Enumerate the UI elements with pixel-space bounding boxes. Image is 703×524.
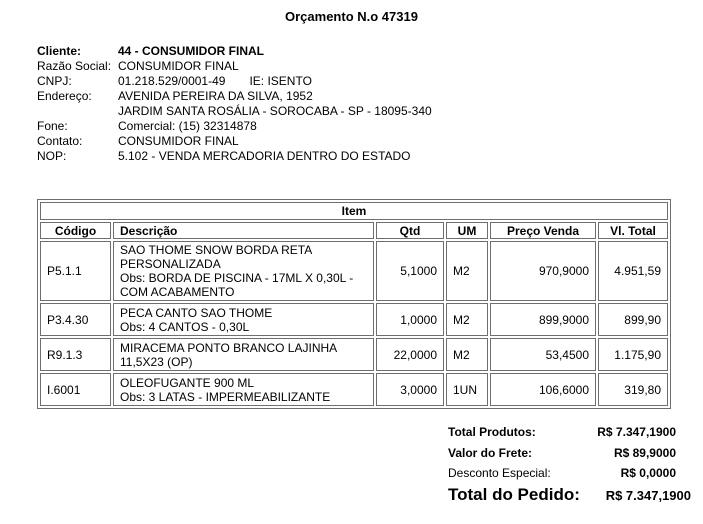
desc-line: 11,5X23 (OP) [120,354,193,369]
cell-um: 1UN [446,373,488,406]
endereco-value-line2: JARDIM SANTA ROSÁLIA - SOROCABA - SP - 18095-340 [118,104,432,118]
nop-label: NOP: [37,149,67,163]
cell-descricao [113,338,374,371]
cell-codigo: I.6001 [40,373,111,406]
col-header-um: UM [446,222,488,239]
table-group-header-row [40,202,668,220]
col-header-descricao: Descrição [113,222,374,239]
cell-codigo: R9.1.3 [40,338,111,371]
total-produtos-label: Total Produtos: [448,425,536,439]
desc-line: Obs: 3 LATAS - IMPERMEABILIZANTE [120,389,331,404]
razao-social-value: CONSUMIDOR FINAL [118,59,239,73]
info-row-nop [37,149,432,164]
desc-line: PECA CANTO SAO THOME [120,305,273,320]
nop-value: 5.102 - VENDA MERCADORIA DENTRO DO ESTADO [118,149,411,163]
group-header-item: Item [40,202,668,220]
valor-frete-label: Valor do Frete: [448,446,533,460]
cell-qtd: 3,0000 [376,373,444,406]
items-table [37,199,671,409]
cell-codigo: P5.1.1 [40,241,111,301]
cnpj-value: 01.218.529/0001-49 [118,74,226,88]
desc-line: OLEOFUGANTE 900 ML [120,375,255,390]
endereco-value-line1: AVENIDA PEREIRA DA SILVA, 1952 [118,89,313,103]
cliente-label: Cliente: [37,44,82,58]
col-header-preco-venda: Preço Venda [490,222,596,239]
total-pedido-label: Total do Pedido: [448,485,580,504]
total-produtos-value: R$ 7.347,1900 [597,425,676,439]
col-header-vl-total: Vl. Total [598,222,668,239]
cell-preco-venda: 53,4500 [490,338,596,371]
desconto-especial-value: R$ 0,0000 [620,466,676,480]
total-pedido-value: R$ 7.347,1900 [605,488,691,503]
item-row-3 [40,338,668,371]
cell-descricao [113,303,374,336]
valor-frete-row [448,445,676,461]
desc-line: SAO THOME SNOW BORDA RETA [120,243,313,257]
info-row-endereco-2 [37,104,432,119]
total-pedido-row [448,484,691,505]
cell-qtd: 5,1000 [376,241,444,301]
cliente-value: 44 - CONSUMIDOR FINAL [118,44,265,58]
info-row-cliente [37,44,432,59]
ie-value: IE: ISENTO [249,74,312,88]
cell-qtd: 1,0000 [376,303,444,336]
cell-vl-total: 1.175,90 [598,338,668,371]
cell-vl-total: 4.951,59 [598,241,668,301]
desc-line: PERSONALIZADA [120,257,221,271]
info-row-cnpj [37,74,432,89]
cell-um: M2 [446,303,488,336]
col-header-codigo: Código [40,222,111,239]
info-row-fone [37,119,432,134]
desconto-especial-row [448,465,676,481]
cell-preco-venda: 899,9000 [490,303,596,336]
item-row-4 [40,373,668,406]
cell-descricao [113,373,374,406]
desc-line: MIRACEMA PONTO BRANCO LAJINHA [120,340,338,355]
desconto-especial-label: Desconto Especial: [448,466,551,480]
cell-um: M2 [446,338,488,371]
cell-vl-total: 319,80 [598,373,668,406]
contato-label: Contato: [37,134,83,148]
cell-qtd: 22,0000 [376,338,444,371]
valor-frete-value: R$ 89,9000 [613,446,676,460]
cell-codigo: P3.4.30 [40,303,111,336]
customer-info [37,44,432,164]
page-title: Orçamento N.o 47319 [285,9,418,24]
item-row-1 [40,241,668,301]
cell-descricao [113,241,374,301]
desc-line: Obs: BORDA DE PISCINA - 17ML X 0,30L - [120,271,354,285]
info-row-endereco [37,89,432,104]
endereco-label-empty [37,104,118,119]
desc-line: Obs: 4 CANTOS - 0,30L [120,319,250,334]
total-produtos-row [448,424,676,440]
fone-value: Comercial: (15) 32314878 [118,119,257,133]
cnpj-label: CNPJ: [37,74,72,88]
contato-value: CONSUMIDOR FINAL [118,134,239,148]
cell-preco-venda: 970,9000 [490,241,596,301]
info-row-contato [37,134,432,149]
desc-line: COM ACABAMENTO [120,285,235,299]
col-header-qtd: Qtd [376,222,444,239]
table-column-header-row [40,222,668,239]
item-row-2 [40,303,668,336]
info-row-razao-social [37,59,432,74]
cell-um: M2 [446,241,488,301]
cell-preco-venda: 106,6000 [490,373,596,406]
fone-label: Fone: [37,119,68,133]
razao-social-label: Razão Social: [37,59,112,73]
endereco-label: Endereço: [37,89,92,103]
cell-vl-total: 899,90 [598,303,668,336]
items-section [37,199,671,409]
